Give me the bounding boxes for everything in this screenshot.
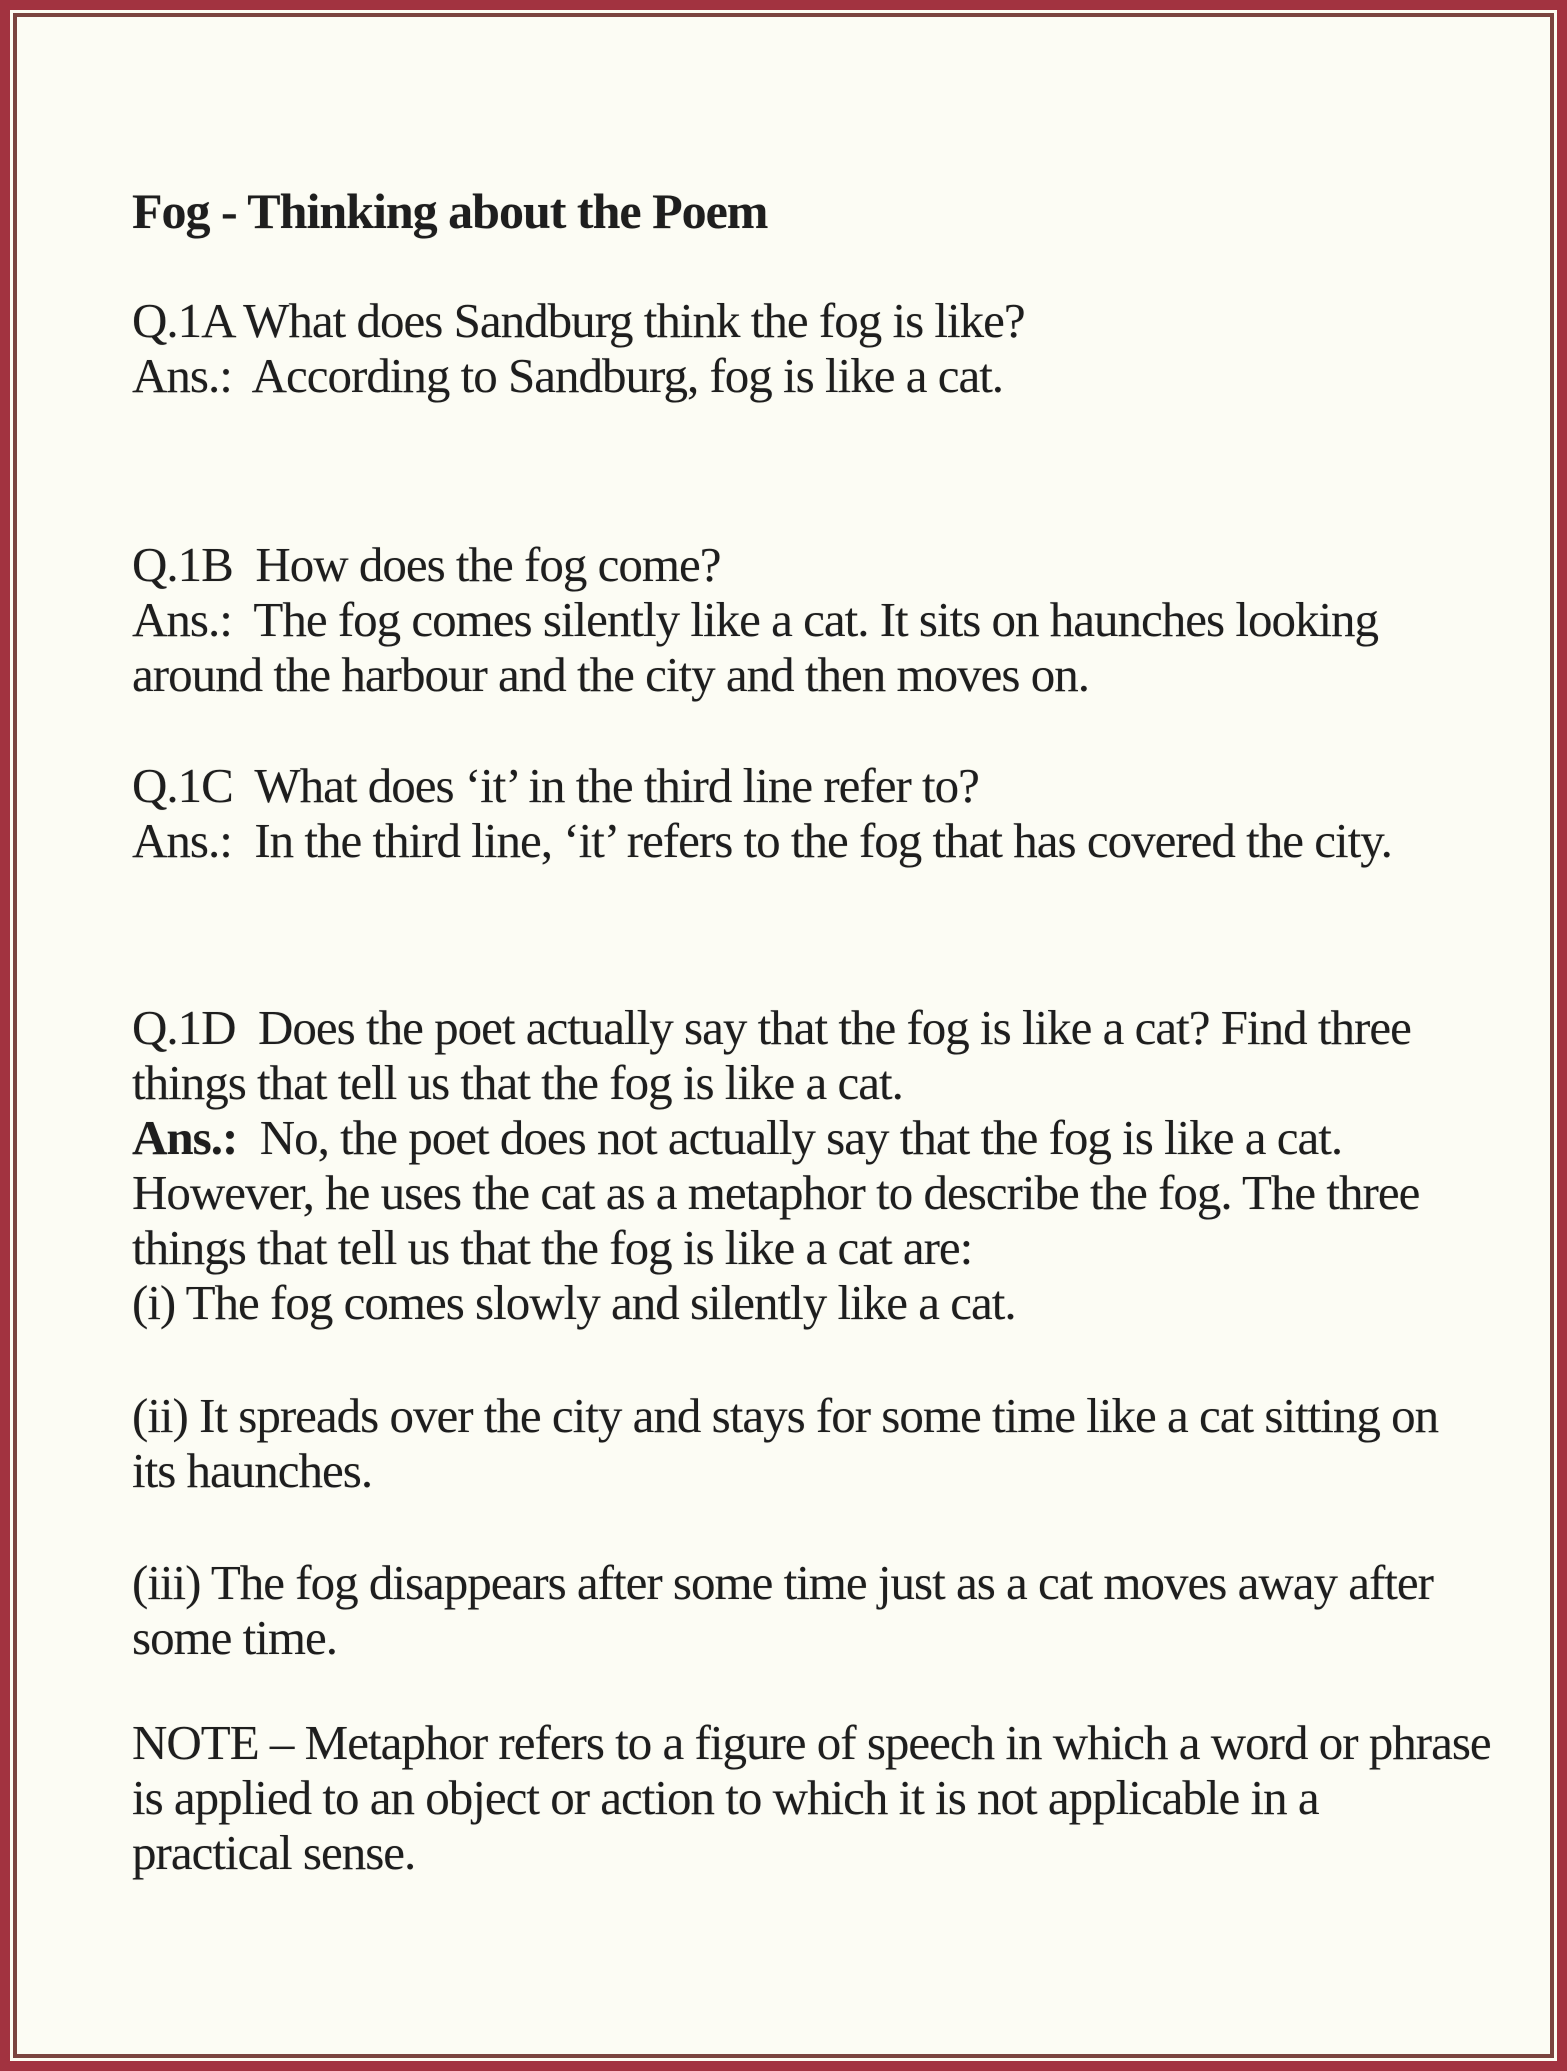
answer-label-bold: Ans.: [132,1110,238,1165]
answer-point-iii: (iii) The fog disappears after some time just as a cat moves away after [132,1555,1433,1610]
question-line: Q.1B How does the fog come? [132,537,721,592]
answer-line: things that tell us that the fog is like a cat are: [132,1220,973,1275]
answer-line [132,1110,1520,1165]
answer-text: No, the poet does not actually say that the fog is like a cat. [237,1110,1343,1165]
page-border-gap [10,10,1557,2061]
answer-line: Ans.: The fog comes silently like a cat. It sits on haunches looking [132,592,1379,647]
qa-block-q1a [132,293,1520,403]
answer-point-iii: some time. [132,1610,338,1665]
qa-block-q1d [132,1000,1520,1330]
answer-point-iii-block [132,1555,1520,1665]
note-line: practical sense. [132,1825,416,1880]
qa-block-q1b [132,537,1520,702]
answer-line: Ans.: According to Sandburg, fog is like a cat. [132,348,1004,403]
note-line: NOTE – Metaphor refers to a figure of speech in which a word or phrase [132,1715,1491,1770]
answer-point-ii-block [132,1388,1520,1498]
document-title: Fog - Thinking about the Poem [132,183,768,239]
question-line: things that tell us that the fog is like a cat. [132,1055,903,1110]
qa-block-q1c [132,758,1520,868]
answer-point-i: (i) The fog comes slowly and silently like a cat. [132,1275,1016,1330]
answer-line: around the harbour and the city and then moves on. [132,647,1089,702]
answer-point-ii: (ii) It spreads over the city and stays for some time like a cat sitting on [132,1388,1439,1443]
question-line: Q.1C What does ‘it’ in the third line refer to? [132,758,979,813]
document-content [17,17,1550,1880]
question-line: Q.1A What does Sandburg think the fog is like? [132,293,1025,348]
answer-line: However, he uses the cat as a metaphor to describe the fog. The three [132,1165,1420,1220]
answer-line: Ans.: In the third line, ‘it’ refers to the fog that has covered the city. [132,813,1392,868]
question-line: Q.1D Does the poet actually say that the fog is like a cat? Find three [132,1000,1411,1055]
note-block [132,1715,1520,1880]
note-line: is applied to an object or action to which it is not applicable in a [132,1770,1319,1825]
answer-point-ii: its haunches. [132,1443,373,1498]
document-page [13,13,1554,2058]
